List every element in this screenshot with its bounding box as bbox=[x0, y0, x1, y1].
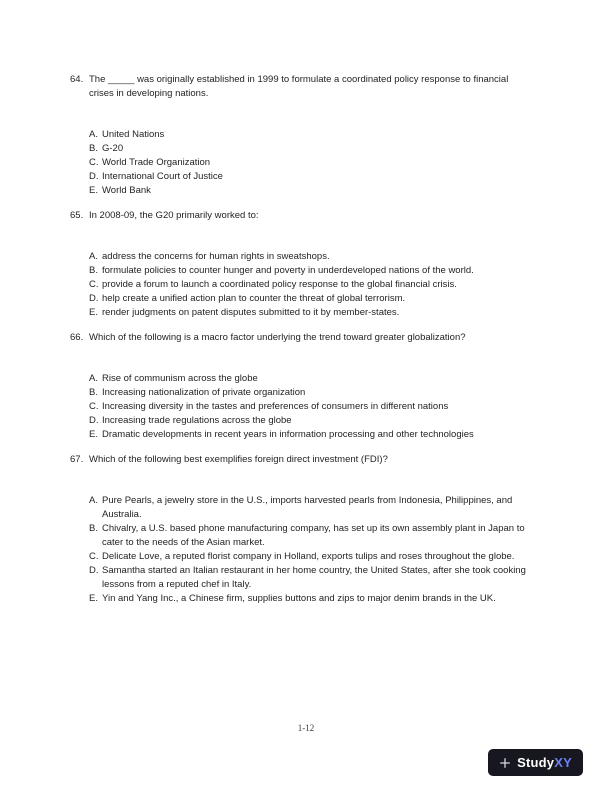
options-list bbox=[89, 372, 532, 442]
option-text: help create a unified action plan to counter the threat of global terrorism. bbox=[102, 293, 406, 304]
option-row bbox=[89, 156, 532, 170]
option-row bbox=[89, 250, 532, 264]
question-header bbox=[70, 453, 532, 467]
option-letter: C. bbox=[89, 157, 99, 168]
option-text: G-20 bbox=[102, 143, 124, 154]
option-text: World Bank bbox=[102, 185, 151, 196]
option-letter: A. bbox=[89, 495, 98, 506]
option-row bbox=[89, 264, 532, 278]
option-row bbox=[89, 142, 532, 156]
studyxy-logo bbox=[488, 749, 583, 776]
option-row bbox=[89, 592, 532, 606]
question-header bbox=[70, 209, 532, 223]
option-text: Rise of communism across the globe bbox=[102, 373, 258, 384]
option-letter: B. bbox=[89, 265, 98, 276]
option-row bbox=[89, 386, 532, 400]
option-row bbox=[89, 550, 532, 564]
option-text: render judgments on patent disputes submitted to it by member-states. bbox=[102, 307, 400, 318]
option-letter: B. bbox=[89, 387, 98, 398]
option-text: United Nations bbox=[102, 129, 165, 140]
option-letter: A. bbox=[89, 251, 98, 262]
option-row bbox=[89, 494, 532, 522]
option-row bbox=[89, 428, 532, 442]
option-letter: A. bbox=[89, 129, 98, 140]
question-number: 65. bbox=[70, 210, 84, 221]
option-letter: E. bbox=[89, 185, 98, 196]
option-letter: A. bbox=[89, 373, 98, 384]
option-text: address the concerns for human rights in sweatshops. bbox=[102, 251, 330, 262]
option-text: formulate policies to counter hunger and poverty in underdeveloped nations of the world. bbox=[102, 265, 474, 276]
question-text: Which of the following best exemplifies foreign direct investment (FDI)? bbox=[89, 454, 388, 465]
option-letter: D. bbox=[89, 293, 99, 304]
option-text: Pure Pearls, a jewelry store in the U.S., imports harvested pearls from Indonesia, Philippines, and Australia. bbox=[102, 495, 513, 520]
option-text: Samantha started an Italian restaurant in her home country, the United States, after she took cooking lessons from a reputed chef in Italy. bbox=[102, 565, 526, 590]
option-text: World Trade Organization bbox=[102, 157, 211, 168]
question-block bbox=[70, 331, 532, 442]
option-row bbox=[89, 522, 532, 550]
option-text: Dramatic developments in recent years in information processing and other technologies bbox=[102, 429, 474, 440]
logo-text-accent: XY bbox=[554, 755, 572, 770]
option-letter: E. bbox=[89, 593, 98, 604]
question-block bbox=[70, 73, 532, 198]
option-text: Increasing diversity in the tastes and preferences of consumers in different nations bbox=[102, 401, 449, 412]
option-text: International Court of Justice bbox=[102, 171, 223, 182]
question-block bbox=[70, 209, 532, 320]
option-letter: C. bbox=[89, 551, 99, 562]
option-row bbox=[89, 292, 532, 306]
question-block bbox=[70, 453, 532, 606]
option-row bbox=[89, 306, 532, 320]
question-header bbox=[70, 73, 532, 101]
logo-text-primary: Study bbox=[517, 755, 555, 770]
option-text: provide a forum to launch a coordinated policy response to the global financial crisis. bbox=[102, 279, 457, 290]
question-text: In 2008-09, the G20 primarily worked to: bbox=[89, 210, 259, 221]
question-number: 67. bbox=[70, 454, 84, 465]
options-list bbox=[89, 494, 532, 606]
option-letter: E. bbox=[89, 307, 98, 318]
option-letter: C. bbox=[89, 279, 99, 290]
option-row bbox=[89, 400, 532, 414]
option-row bbox=[89, 414, 532, 428]
questions-list bbox=[70, 73, 532, 617]
option-letter: B. bbox=[89, 523, 98, 534]
question-text: Which of the following is a macro factor underlying the trend toward greater globalization? bbox=[89, 332, 466, 343]
logo-text bbox=[517, 755, 572, 770]
option-text: Yin and Yang Inc., a Chinese firm, supplies buttons and zips to major denim brands in the UK. bbox=[102, 593, 496, 604]
option-row bbox=[89, 170, 532, 184]
option-row bbox=[89, 278, 532, 292]
option-letter: D. bbox=[89, 565, 99, 576]
option-text: Chivalry, a U.S. based phone manufacturing company, has set up its own assembly plant in Japan to cater to the needs of the Asian market. bbox=[102, 523, 525, 548]
question-number: 66. bbox=[70, 332, 84, 343]
option-letter: D. bbox=[89, 415, 99, 426]
option-letter: C. bbox=[89, 401, 99, 412]
question-text: The _____ was originally established in 1999 to formulate a coordinated policy response to financial crises in developing nations. bbox=[89, 74, 509, 99]
page-number: 1-12 bbox=[297, 723, 315, 733]
option-letter: E. bbox=[89, 429, 98, 440]
option-row bbox=[89, 128, 532, 142]
option-letter: D. bbox=[89, 171, 99, 182]
question-number: 64. bbox=[70, 74, 84, 85]
options-list bbox=[89, 250, 532, 320]
option-row bbox=[89, 564, 532, 592]
option-row bbox=[89, 372, 532, 386]
option-letter: B. bbox=[89, 143, 98, 154]
option-text: Increasing nationalization of private organization bbox=[102, 387, 306, 398]
option-text: Increasing trade regulations across the globe bbox=[102, 415, 292, 426]
question-header bbox=[70, 331, 532, 345]
plus-icon bbox=[499, 757, 511, 769]
options-list bbox=[89, 128, 532, 198]
option-text: Delicate Love, a reputed florist company in Holland, exports tulips and roses throughout the globe. bbox=[102, 551, 515, 562]
option-row bbox=[89, 184, 532, 198]
